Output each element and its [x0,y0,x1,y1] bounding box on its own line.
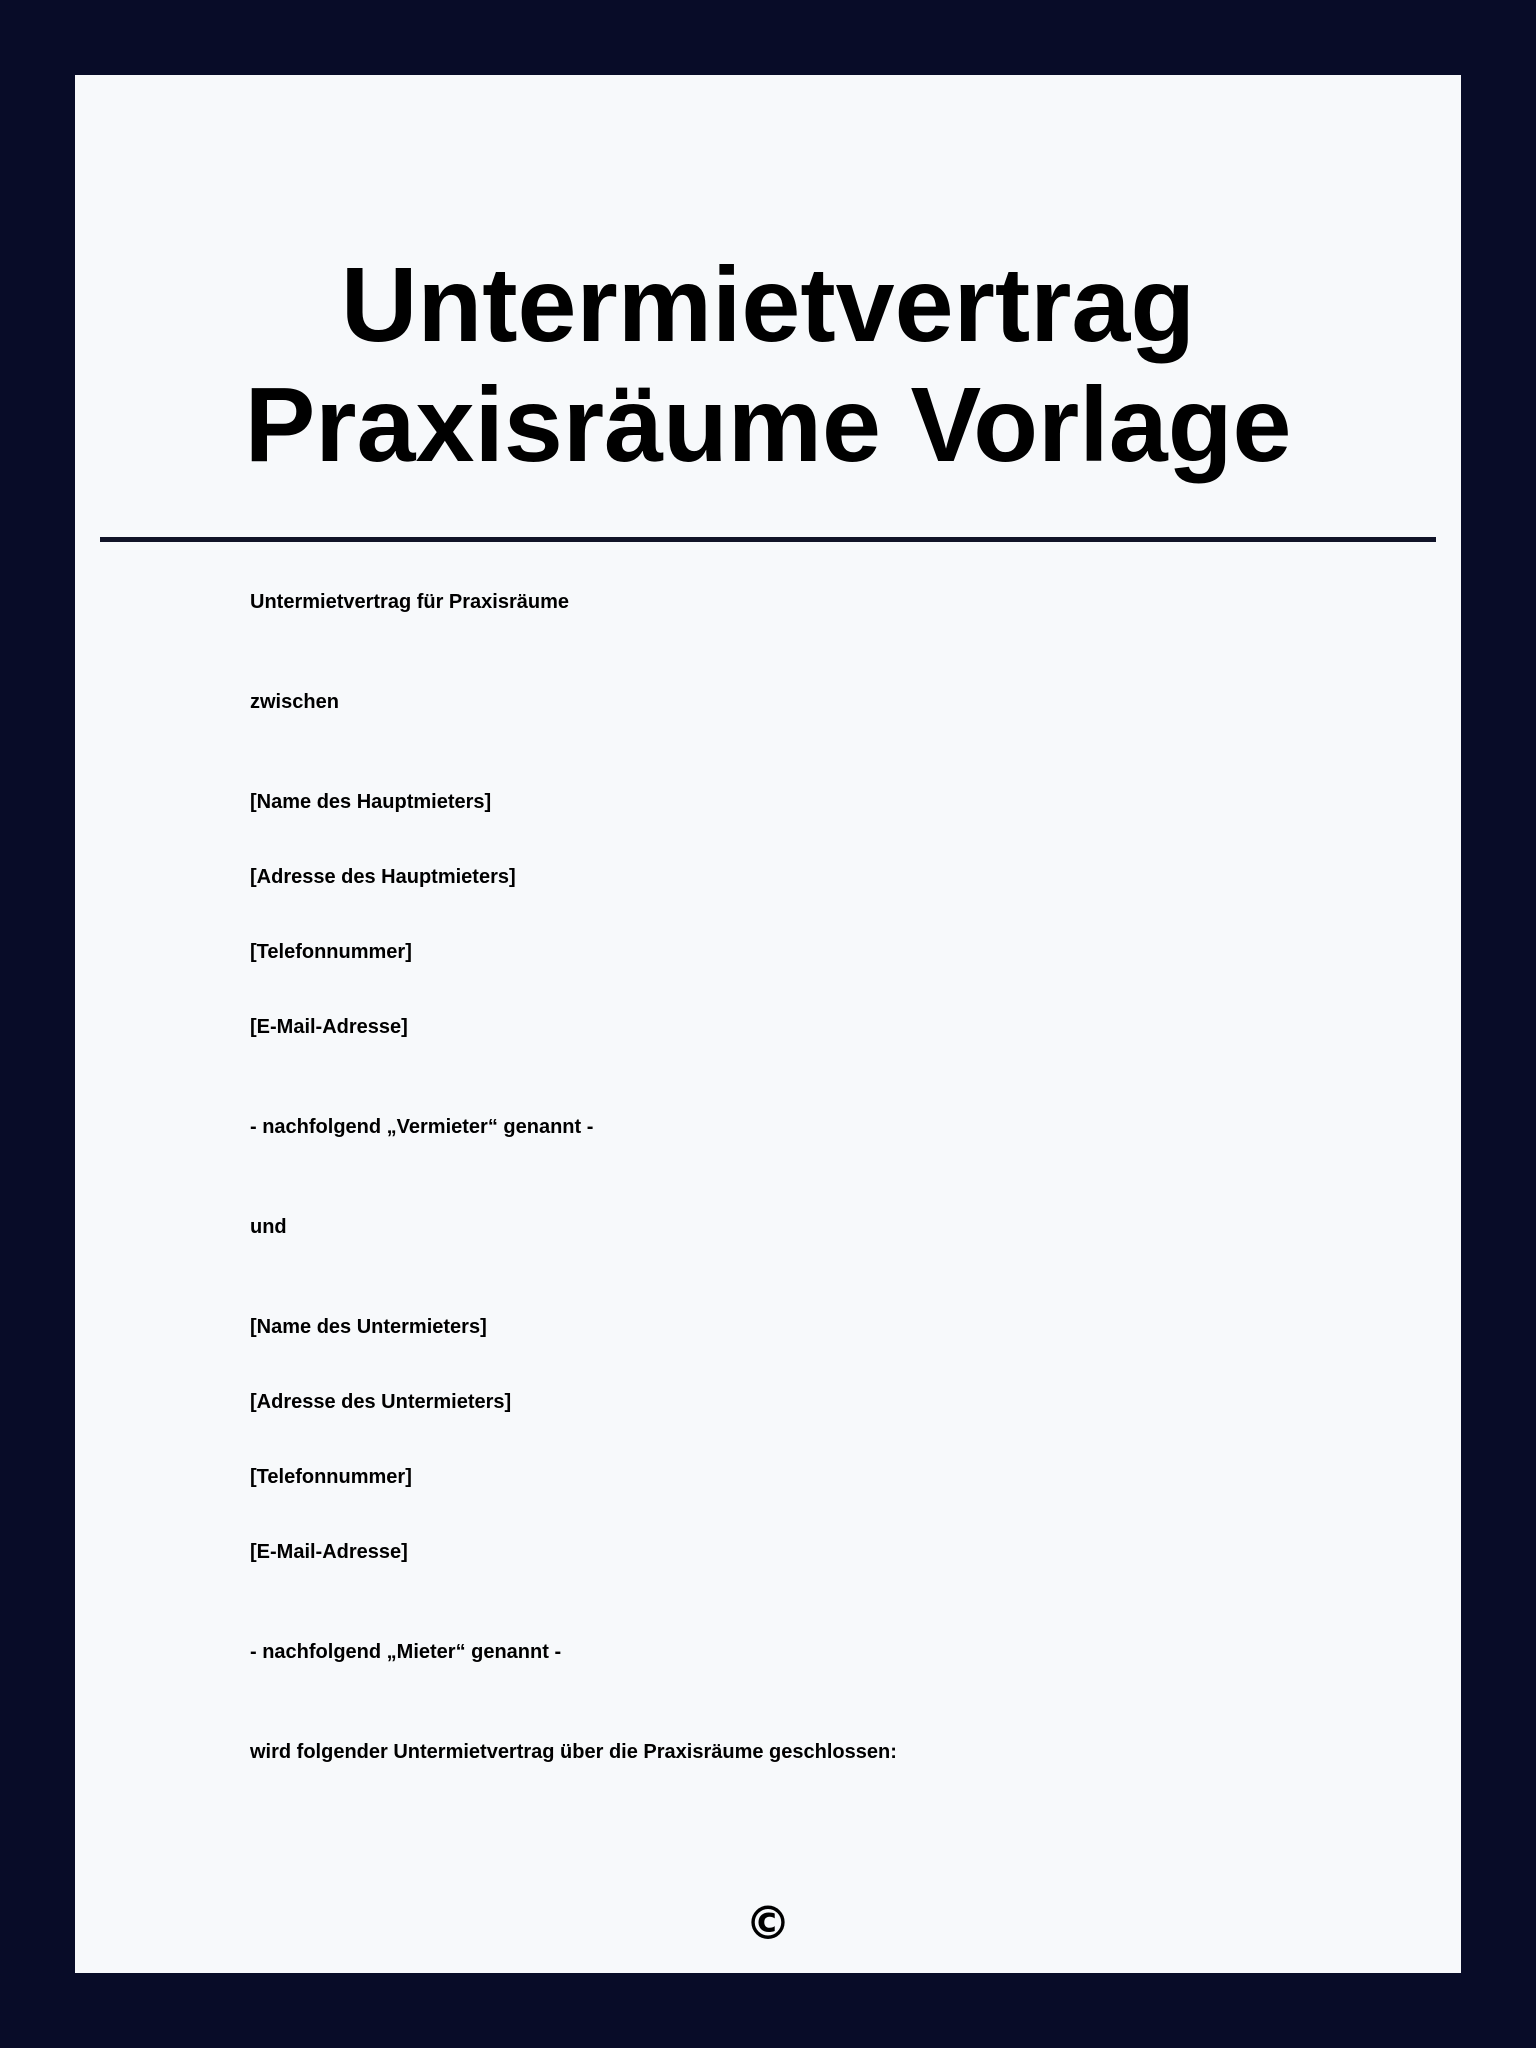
text-and: und [250,1216,287,1238]
document-page [75,75,1461,1973]
document-title-line-2: Praxisräume Vorlage [244,366,1292,484]
document-title-line-1: Untermietvertrag [340,246,1196,364]
landlord-email-placeholder: [E-Mail-Adresse] [250,1016,408,1038]
text-between: zwischen [250,691,339,713]
landlord-address-placeholder: [Adresse des Hauptmieters] [250,866,516,888]
landlord-name-placeholder: [Name des Hauptmieters] [250,791,492,813]
tenant-name-placeholder: [Name des Untermieters] [250,1316,487,1338]
tenant-phone-placeholder: [Telefonnummer] [250,1466,412,1488]
contract-heading: Untermietvertrag für Praxisräume [250,591,570,613]
copyright-icon: © [745,1896,791,1950]
landlord-role-note: - nachfolgend „Vermieter“ genannt - [250,1116,594,1138]
tenant-address-placeholder: [Adresse des Untermieters] [250,1391,512,1413]
title-divider [100,537,1436,542]
tenant-role-note: - nachfolgend „Mieter“ genannt - [250,1641,562,1663]
document-title [75,245,1461,485]
landlord-phone-placeholder: [Telefonnummer] [250,941,412,963]
contract-intro-sentence: wird folgender Untermietvertrag über die Praxisräume geschlossen: [250,1741,897,1763]
tenant-email-placeholder: [E-Mail-Adresse] [250,1541,408,1563]
